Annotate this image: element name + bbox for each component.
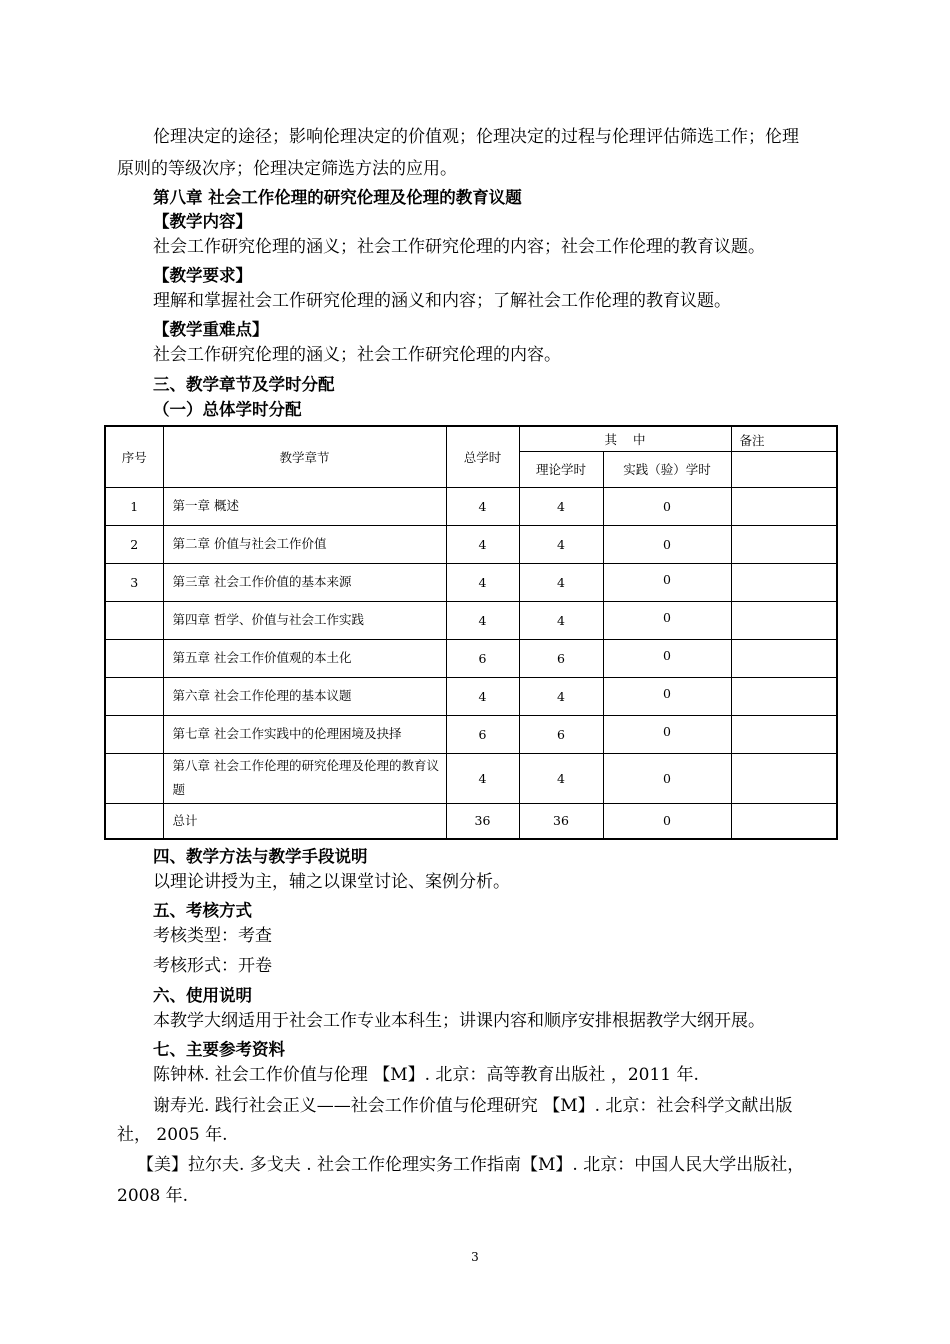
header-theory-hours: 理论学时 — [519, 451, 603, 487]
section-text: 本教学大纲适用于社会工作专业本科生；讲课内容和顺序安排根据教学大纲开展。 — [153, 1011, 765, 1031]
table-row — [105, 639, 837, 677]
row-chapter: 第二章 价值与社会工作价值 — [163, 525, 446, 563]
row-notes — [731, 601, 837, 639]
table-row — [105, 487, 837, 525]
reference-item: 【美】拉尔夫. 多戈夫 . 社会工作伦理实务工作指南【M】. 北京：中国人民大学出版社， — [137, 1155, 805, 1175]
row-practice: 0 — [603, 601, 731, 639]
row-chapter: 第八章 社会工作伦理的研究伦理及伦理的教育议题 — [163, 753, 446, 803]
total-label: 总计 — [163, 803, 446, 839]
row-practice: 0 — [603, 639, 731, 677]
header-of-which: 其 中 — [519, 426, 731, 451]
section-heading: 五、考核方式 — [153, 901, 252, 920]
row-notes — [731, 715, 837, 753]
row-index — [105, 753, 163, 803]
section-heading: 三、教学章节及学时分配 — [153, 375, 335, 394]
row-chapter: 第五章 社会工作价值观的本土化 — [163, 639, 446, 677]
content-text: 社会工作研究伦理的涵义；社会工作研究伦理的内容；社会工作伦理的教育议题。 — [153, 237, 765, 257]
table-total-row — [105, 803, 837, 839]
body-text-line: 原则的等级次序；伦理决定筛选方法的应用。 — [117, 159, 457, 179]
row-index — [105, 639, 163, 677]
assessment-form: 考核形式：开卷 — [153, 956, 272, 976]
row-theory: 6 — [519, 639, 603, 677]
row-total: 6 — [446, 639, 519, 677]
content-heading: 【教学内容】 — [153, 212, 252, 231]
reference-item: 陈钟林. 社会工作价值与伦理 【M】. 北京：高等教育出版社 ，2011 年. — [153, 1065, 699, 1085]
row-notes — [731, 563, 837, 601]
row-index — [105, 601, 163, 639]
reference-item-cont: 社， 2005 年. — [117, 1125, 228, 1145]
row-chapter: 第三章 社会工作价值的基本来源 — [163, 563, 446, 601]
section-heading: 七、主要参考资料 — [153, 1040, 285, 1059]
row-total: 6 — [446, 715, 519, 753]
row-chapter: 第四章 哲学、价值与社会工作实践 — [163, 601, 446, 639]
table-row — [105, 715, 837, 753]
table-row — [105, 601, 837, 639]
requirement-text: 理解和掌握社会工作研究伦理的涵义和内容；了解社会工作伦理的教育议题。 — [153, 291, 731, 311]
table-row — [105, 563, 837, 601]
row-theory: 4 — [519, 753, 603, 803]
body-text-line: 伦理决定的途径；影响伦理决定的价值观；伦理决定的过程与伦理评估筛选工作；伦理 — [153, 127, 799, 147]
row-notes — [731, 639, 837, 677]
header-practice-hours: 实践（验）学时 — [603, 451, 731, 487]
row-total: 4 — [446, 487, 519, 525]
reference-item: 谢寿光. 践行社会正义——社会工作价值与伦理研究 【M】. 北京：社会科学文献出版 — [153, 1096, 793, 1116]
header-notes: 备注 — [731, 426, 837, 451]
header-chapter: 教学章节 — [163, 426, 446, 487]
row-practice: 0 — [603, 677, 731, 715]
row-chapter: 第六章 社会工作伦理的基本议题 — [163, 677, 446, 715]
row-practice: 0 — [603, 753, 731, 803]
row-practice: 0 — [603, 715, 731, 753]
row-practice: 0 — [603, 525, 731, 563]
row-total: 4 — [446, 525, 519, 563]
row-total: 4 — [446, 677, 519, 715]
total-hours: 36 — [446, 803, 519, 839]
header-notes-blank — [731, 451, 837, 487]
total-practice: 0 — [603, 803, 731, 839]
row-index: 1 — [105, 487, 163, 525]
header-total-hours: 总学时 — [446, 426, 519, 487]
row-index: 2 — [105, 525, 163, 563]
row-total: 4 — [446, 563, 519, 601]
row-index — [105, 715, 163, 753]
table-row — [105, 753, 837, 803]
reference-item-cont: 2008 年. — [117, 1186, 189, 1206]
header-index: 序号 — [105, 426, 163, 487]
row-index — [105, 677, 163, 715]
table-row — [105, 677, 837, 715]
row-chapter: 第一章 概述 — [163, 487, 446, 525]
section-text: 以理论讲授为主，辅之以课堂讨论、案例分析。 — [153, 872, 510, 892]
row-total: 4 — [446, 601, 519, 639]
total-index — [105, 803, 163, 839]
row-theory: 4 — [519, 563, 603, 601]
subsection-heading: （一）总体学时分配 — [153, 400, 302, 419]
hours-allocation-table — [104, 425, 838, 840]
row-notes — [731, 525, 837, 563]
row-theory: 4 — [519, 601, 603, 639]
row-chapter: 第七章 社会工作实践中的伦理困境及抉择 — [163, 715, 446, 753]
assessment-type: 考核类型：考查 — [153, 926, 272, 946]
row-index: 3 — [105, 563, 163, 601]
section-heading: 四、教学方法与教学手段说明 — [153, 847, 368, 866]
page-number: 3 — [471, 1250, 479, 1264]
row-notes — [731, 753, 837, 803]
row-notes — [731, 677, 837, 715]
row-theory: 6 — [519, 715, 603, 753]
table-row — [105, 525, 837, 563]
row-notes — [731, 487, 837, 525]
section-heading: 六、使用说明 — [153, 986, 252, 1005]
chapter-heading: 第八章 社会工作伦理的研究伦理及伦理的教育议题 — [153, 188, 522, 207]
difficulty-text: 社会工作研究伦理的涵义；社会工作研究伦理的内容。 — [153, 345, 561, 365]
total-notes — [731, 803, 837, 839]
row-practice: 0 — [603, 487, 731, 525]
row-theory: 4 — [519, 525, 603, 563]
row-theory: 4 — [519, 487, 603, 525]
row-theory: 4 — [519, 677, 603, 715]
difficulty-heading: 【教学重难点】 — [153, 320, 269, 339]
row-total: 4 — [446, 753, 519, 803]
total-theory: 36 — [519, 803, 603, 839]
requirement-heading: 【教学要求】 — [153, 266, 252, 285]
row-practice: 0 — [603, 563, 731, 601]
